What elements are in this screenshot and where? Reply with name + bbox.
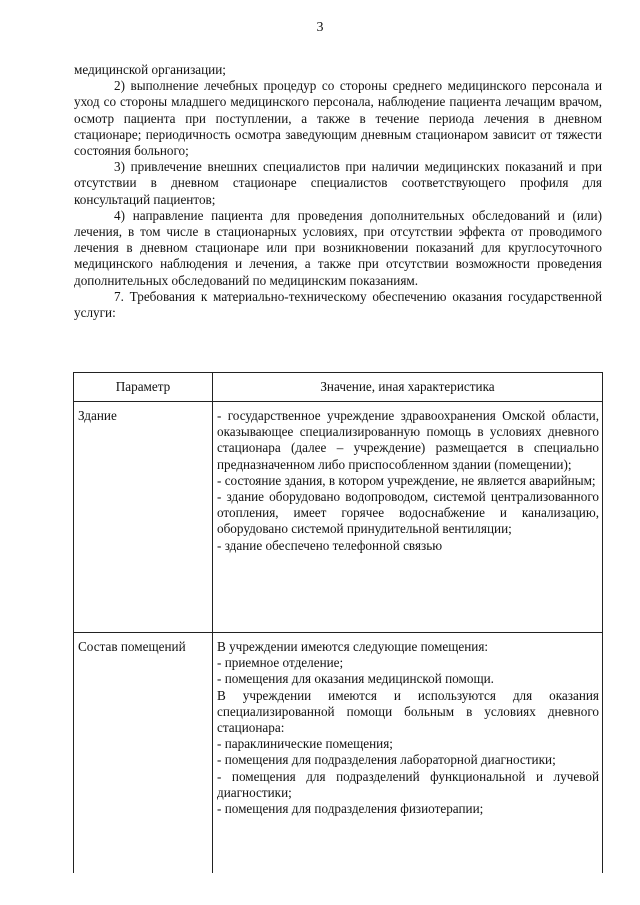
value-cell xyxy=(213,633,603,874)
value-line: - здание оборудовано водопроводом, системой централизованного отопления, имеет горячее водоснабжение и канализацию, оборудовано системой принудительной вентиляции; xyxy=(217,489,599,537)
value-line: - здание обеспечено телефонной связью xyxy=(217,537,443,553)
param-cell: Здание xyxy=(74,402,213,633)
value-line: - помещения для подразделения физиотерапии; xyxy=(217,801,484,817)
paragraph: 4) направление пациента для проведения дополнительных обследований и (или) лечения, в том числе в стационарных условиях, при отсутствии эффекта от проводимого лечения в дневном стационаре или при возникновении показаний для круглосуточного медицинского наблюдения и лечения, а также при отсутствии возможности проведения дополнительных обследований по медицинским показаниям. xyxy=(74,207,602,288)
value-line: В учреждении имеются и используются для оказания специализированной помощи больным в условиях дневного стационара: xyxy=(217,687,599,736)
value-line: - приемное отделение; xyxy=(217,655,344,671)
table-row xyxy=(74,633,603,874)
value-cell xyxy=(213,402,603,633)
paragraph: медицинской организации; xyxy=(74,62,226,77)
table-header-row xyxy=(74,373,603,402)
param-cell: Состав помещений xyxy=(74,633,213,874)
value-line: - параклинические помещения; xyxy=(217,736,393,752)
value-line: - помещения для оказания медицинской помощи. xyxy=(217,671,494,687)
paragraph: 3) привлечение внешних специалистов при наличии медицинских показаний и при отсутствии в дневном стационаре специалистов соответствующего профиля для консультаций пациентов; xyxy=(74,159,602,207)
value-line: В учреждении имеются следующие помещения: xyxy=(217,639,489,654)
requirements-table xyxy=(73,372,603,873)
body-text xyxy=(74,62,602,321)
value-line: - государственное учреждение здравоохранения Омской области, оказывающее специализированную помощь в условиях дневного стационара (далее – учреждение) размещается в специально предназначенном либо приспособленном здании (помещении); xyxy=(217,408,599,472)
value-line: - состояние здания, в котором учреждение, не является аварийным; xyxy=(217,472,596,488)
header-value: Значение, иная характеристика xyxy=(213,373,603,402)
table-row xyxy=(74,402,603,633)
paragraph: 7. Требования к материально-техническому обеспечению оказания государственной услуги: xyxy=(74,288,602,321)
value-line: - помещения для подразделений функциональной и лучевой диагностики; xyxy=(217,768,599,800)
value-line: - помещения для подразделения лабораторной диагностики; xyxy=(217,752,556,768)
page-number: 3 xyxy=(316,20,324,35)
paragraph: 2) выполнение лечебных процедур со стороны среднего медицинского персонала и уход со стороны младшего медицинского персонала, наблюдение пациента лечащим врачом, осмотр пациента при поступлении, а также в течение периода лечения в дневном стационаре; периодичность осмотра заведующим дневным стационаром зависит от тяжести состояния больного; xyxy=(74,78,602,159)
header-parameter: Параметр xyxy=(74,373,213,402)
